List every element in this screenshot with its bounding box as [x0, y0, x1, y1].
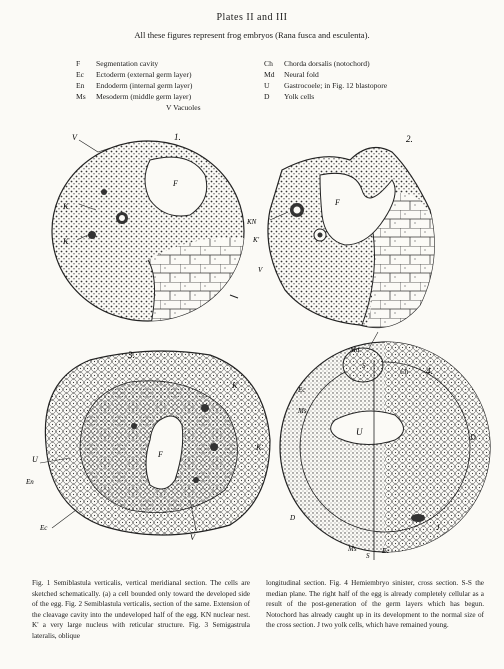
label-f: F	[158, 450, 163, 459]
label-d: D	[290, 514, 296, 522]
label-k: K	[63, 202, 69, 211]
legend-item: Ms Mesoderm (middle germ layer)	[76, 92, 192, 101]
label-k: K	[256, 443, 262, 452]
plate-subtitle: All these figures represent frog embryos (Rana fusca and esculenta).	[134, 30, 370, 40]
legend-item: U Gastrocoele; in Fig. 12 blastopore	[264, 81, 388, 90]
embryo-figures	[0, 120, 504, 560]
label-f: F	[335, 198, 340, 207]
figure-4-number: 4.	[426, 366, 433, 376]
legend-vacuoles: V Vacuoles	[166, 103, 201, 112]
label-d: D	[470, 433, 476, 442]
caption-column-1: Fig. 1 Semiblastula verticalis, vertical meridianal section. The cells are sketched schematically. (a) a cell bounded only toward the developed side of the egg. Fig. 2 Semiblastula verticalis, section of the same. Extension of the cleavage cavity into the undeveloped half of the egg. KN nuclear nest. K' a very large nucleus with reticular structure. Fig. 3 Semigastrula lateralis, oblique	[32, 579, 250, 640]
figure-3-number: 3.	[128, 350, 135, 360]
figure-3	[25, 350, 270, 542]
label-s: S	[362, 362, 366, 370]
legend-item: Md Neural fold	[264, 70, 319, 79]
label-md: Md	[350, 346, 360, 354]
label-k: K	[232, 381, 238, 390]
label-f: F	[173, 179, 178, 188]
label-kn: KN	[247, 218, 257, 226]
label-ec: Ec	[40, 524, 48, 532]
figure-2	[246, 134, 450, 362]
label-en: En	[26, 478, 34, 486]
caption-column-2: longitudinal section. Fig. 4 Hemiembryo sinister, cross section. S-S the median plane. The right half of the egg is already completely cellular as a result of the post-generation of the germ layers which has begun. Notochord has already caught up in its development to the normal size of the cross section. J two yolk cells, which have remained young.	[266, 579, 484, 629]
label-v: V	[72, 133, 77, 142]
figure-1-number: 1.	[174, 132, 181, 142]
label-u: U	[356, 427, 363, 437]
figure-panel	[0, 120, 504, 560]
label-ms: Ms	[298, 407, 307, 415]
figure-4	[280, 342, 500, 560]
label-j: J	[436, 523, 440, 532]
legend-item: En Endoderm (internal germ layer)	[76, 81, 193, 90]
label-ec: Ec	[382, 547, 390, 555]
label-v: V	[258, 266, 263, 274]
legend-item: Ch Chorda dorsalis (notochord)	[264, 59, 370, 68]
label-k: K	[63, 237, 69, 246]
legend-left-column	[76, 58, 261, 102]
legend-right-column	[264, 58, 439, 102]
label-v: V	[190, 533, 195, 542]
legend-item: F Segmentation cavity	[76, 59, 159, 68]
legend-item: Ec Ectoderm (external germ layer)	[76, 70, 192, 79]
label-ch: Ch	[400, 368, 409, 376]
label-ms: Ms	[348, 545, 357, 553]
figure-1	[52, 132, 260, 330]
plate-title: Plates II and III	[216, 12, 288, 23]
legend-item: D Yolk cells	[264, 92, 315, 101]
label-u: U	[32, 455, 38, 464]
figure-2-number: 2.	[406, 134, 413, 144]
label-s: S	[366, 552, 370, 560]
label-k-prime: K'	[253, 236, 260, 244]
label-ec: Ec	[298, 386, 306, 394]
